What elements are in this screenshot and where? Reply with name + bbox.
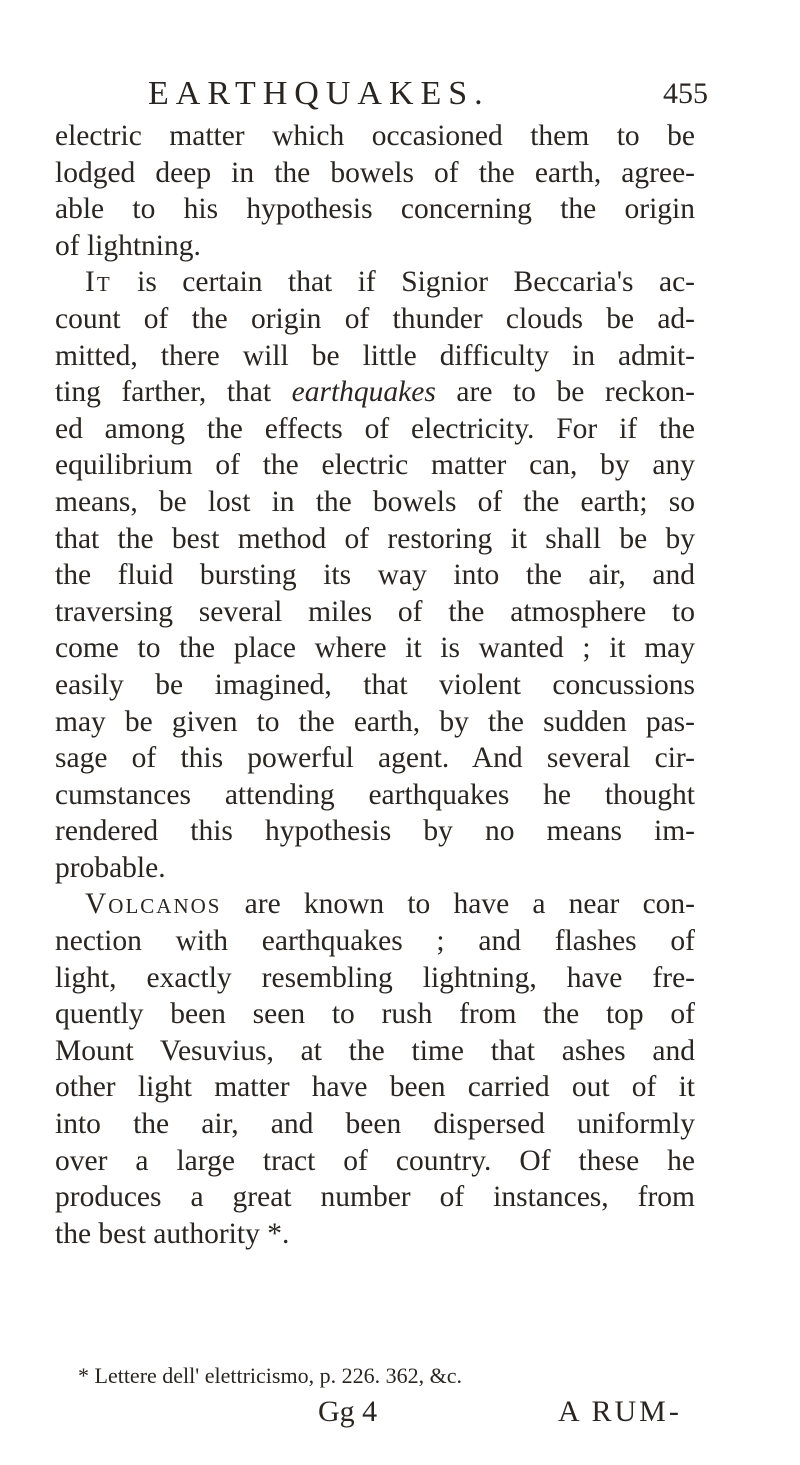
- text-line: mitted, there will be little difficulty in admit-: [55, 339, 695, 372]
- text-line: ed among the effects of electricity. For if the: [55, 412, 695, 445]
- text-line: traversing several miles of the atmosphere to: [55, 595, 695, 628]
- page-number: 455: [663, 77, 708, 110]
- text-segment: are known to have a near con-: [221, 888, 695, 921]
- text-line: cumstances attending earthquakes he thought: [55, 778, 695, 811]
- text-line: light, exactly resembling lightning, have fre-: [55, 961, 695, 994]
- text-line: the fluid bursting its way into the air, and: [55, 559, 695, 592]
- text-line: into the air, and been dispersed uniformly: [55, 1108, 695, 1141]
- running-head: [148, 70, 708, 118]
- text-line: that the best method of restoring it shall be by: [55, 522, 695, 555]
- text-line: Mount Vesuvius, at the time that ashes and: [55, 1034, 695, 1067]
- text-line: equilibrium of the electric matter can, by any: [55, 449, 695, 482]
- text-line: count of the origin of thunder clouds be ad-: [55, 302, 695, 335]
- emphasis-earthquakes: earthquakes: [291, 376, 436, 409]
- paragraph-line: [55, 886, 695, 923]
- text-segment: is certain that if Signior Beccaria's ac-: [111, 266, 695, 299]
- page-footer: [0, 1390, 800, 1434]
- text-line: other light matter have been carried out of it: [55, 1071, 695, 1104]
- text-line: lodged deep in the bowels of the earth, agree-: [55, 156, 695, 189]
- text-line: may be given to the earth, by the sudden pas-: [55, 705, 695, 738]
- paragraph-lead: Volcanos: [85, 888, 222, 921]
- text-segment: ting farther, that: [55, 376, 292, 409]
- paragraph-line: [55, 264, 695, 301]
- text-line: means, be lost in the bowels of the earth; so: [55, 485, 695, 518]
- footnote: * Lettere dell' elettricismo, p. 226. 362, &c.: [78, 1363, 462, 1388]
- text-line: able to his hypothesis concerning the origin: [55, 193, 695, 226]
- text-line: electric matter which occasioned them to be: [55, 120, 695, 152]
- text-line: the best authority *.: [55, 1217, 290, 1250]
- text-line: probable.: [55, 851, 166, 884]
- text-line: of lightning.: [55, 229, 201, 262]
- text-line: sage of this powerful agent. And several cir-: [55, 742, 695, 775]
- running-title: EARTHQUAKES.: [148, 75, 490, 112]
- body-text: [55, 118, 695, 1252]
- catchword: A RUM-: [558, 1395, 682, 1428]
- signature-mark: Gg 4: [318, 1395, 378, 1428]
- paragraph-line: [55, 374, 695, 411]
- text-line: produces a great number of instances, from: [55, 1181, 695, 1214]
- text-line: rendered this hypothesis by no means im-: [55, 815, 695, 848]
- text-line: quently been seen to rush from the top of: [55, 998, 695, 1031]
- text-line: nection with earthquakes ; and flashes of: [55, 925, 695, 958]
- text-line: come to the place where it is wanted ; it may: [55, 632, 695, 665]
- paragraph-lead: It: [85, 266, 112, 299]
- text-line: over a large tract of country. Of these he: [55, 1144, 695, 1177]
- text-segment: are to be reckon-: [435, 376, 695, 409]
- text-line: easily be imagined, that violent concussions: [55, 668, 695, 701]
